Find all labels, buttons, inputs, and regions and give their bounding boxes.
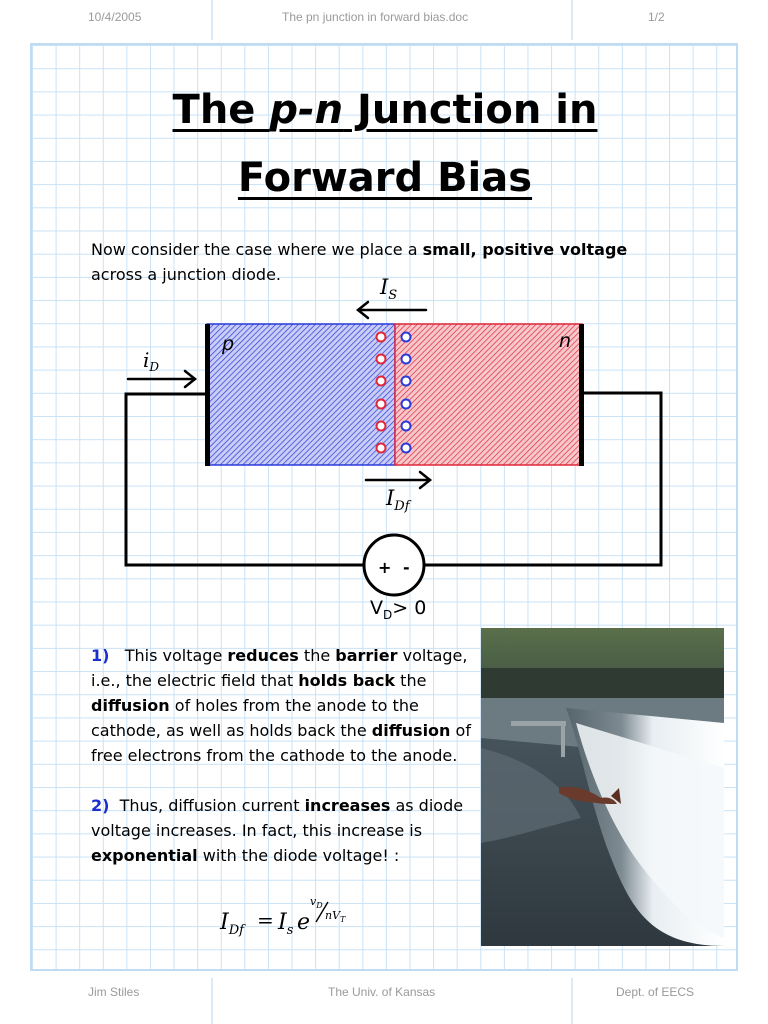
cathode-contact — [579, 324, 584, 466]
idf-label: $I_{Df}$ — [386, 486, 410, 514]
header-page: 1/2 — [648, 10, 665, 24]
svg-text:e: e — [297, 910, 311, 935]
svg-text:vD: $v_D$ — [310, 895, 323, 910]
svg-text:Is: $I_s$ — [278, 910, 294, 938]
source-plus: + — [378, 558, 392, 577]
voltage-source — [364, 535, 424, 595]
footer-university: The Univ. of Kansas — [328, 985, 436, 999]
id-label: $i_D$ — [143, 348, 160, 374]
footer-dept: Dept. of EECS — [616, 985, 695, 999]
vd-caption: $V_D> 0$ — [370, 597, 427, 622]
header-date: 10/4/2005 — [88, 10, 142, 24]
svg-text:nVT: $nV_T$ — [325, 909, 346, 924]
page-title-line2: Forward Bias — [237, 155, 533, 201]
intro-paragraph: Now consider the case where we place a small, positive voltage across a junction diode. — [91, 240, 628, 284]
point2-paragraph: 2) Thus, diffusion current increases as diode voltage increases. In fact, this increase is exponential with the diode voltage! : — [91, 796, 464, 865]
point1-paragraph: 1) This voltage reduces the barrier voltage, i.e., the electric field that holds back the diffusion of holes from the anode to the cathode, as well as holds back the diffusion of free electrons from the cathode to the anode. — [91, 646, 471, 765]
idf-arrow — [366, 472, 430, 488]
salmon-waterfall-photo — [481, 628, 724, 946]
is-label: $I_S$ — [380, 275, 398, 303]
header-filename: The pn junction in forward bias.doc — [282, 10, 469, 24]
source-minus: - — [403, 558, 410, 577]
diffusion-current-equation — [210, 885, 370, 945]
page-title-line1: The p-n Junction in — [172, 87, 598, 133]
n-label: n — [559, 330, 572, 352]
page-footer — [0, 985, 768, 1009]
anode-contact — [205, 324, 210, 466]
footer-author: Jim Stiles — [88, 985, 140, 999]
id-arrow — [128, 371, 195, 387]
p-label: p — [222, 333, 235, 355]
is-arrow — [358, 302, 426, 318]
svg-text:=: = — [257, 908, 274, 932]
svg-text:IDf: $I_{Df}$ — [220, 910, 244, 938]
